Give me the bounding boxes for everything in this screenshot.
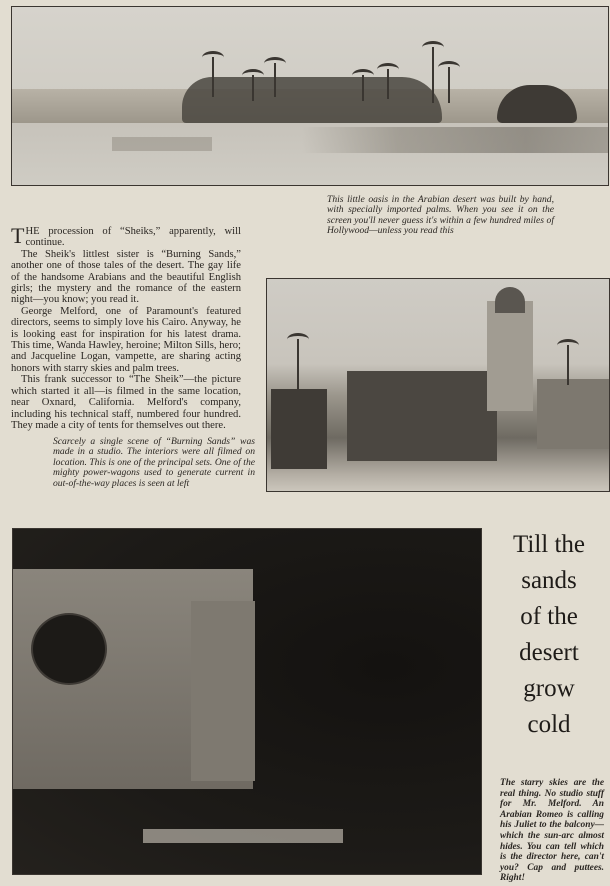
palm-tree bbox=[448, 67, 450, 103]
palm-tree bbox=[274, 63, 276, 97]
power-wagon bbox=[271, 389, 327, 469]
sun-arc-lamp bbox=[31, 613, 107, 685]
palm-tree bbox=[252, 75, 254, 101]
set-photo bbox=[266, 278, 610, 492]
set-caption: Scarcely a single scene of “Burning Sands” was made in a studio. The interiors were all filmed on location. This is one of the principal sets. One of the mighty power-wagons used to generate current in out-of-the-way places is seen at left bbox=[53, 436, 255, 489]
night-caption: The starry skies are the real thing. No studio stuff for Mr. Melford. An Arabian Romeo is calling his Juliet to the balcony—which the sun-arc almost hides. You can tell which is the director here, can't you? Cap and puttees. Right! bbox=[500, 778, 604, 884]
article-body bbox=[11, 223, 241, 431]
palm-tree bbox=[432, 47, 434, 103]
palm-tree bbox=[212, 57, 214, 97]
headline-line: sands bbox=[521, 567, 577, 594]
palm-grove bbox=[182, 77, 442, 123]
palm-tree bbox=[362, 75, 364, 101]
reeds bbox=[302, 127, 609, 153]
article-paragraph: This frank successor to “The Sheik”—the picture which started it all—is filmed in the same location, near Oxnard, California. Melford's company, including his technical staff, numbered four hundred. They made a city of tents for themselves out there. bbox=[11, 374, 241, 431]
article-paragraph: George Melford, one of Paramount's featured directors, seems to simply love his Cairo. Anyway, he is looking east for inspiration for his latest drama. This time, Wanda Hawley, heroine; Milton Sills, hero; and Jacqueline Logan, vampette, are sharing acting honors with starry skies and palm trees. bbox=[11, 305, 241, 374]
reeds bbox=[112, 137, 212, 151]
palm-tree bbox=[567, 345, 569, 385]
stage-set bbox=[347, 371, 497, 461]
drop-cap: T bbox=[11, 223, 25, 248]
article-paragraph: THE procession of “Sheiks,” apparently, will continue. bbox=[11, 223, 241, 249]
headline-line: cold bbox=[527, 711, 571, 738]
dome bbox=[495, 287, 525, 313]
oasis-caption: This little oasis in the Arabian desert was built by hand, with specially imported palms. When you see it on the screen you'll never guess it's within a few hundred miles of Hollywood—unless you read this bbox=[327, 194, 554, 237]
headline-line: grow bbox=[523, 675, 575, 702]
article-paragraph: The Sheik's littlest sister is “Burning Sands,” another one of those tales of the desert. The gay life of the handsome Arabians and the beautiful English girls; the mystery and the romance of the eastern night—you know; you read it. bbox=[11, 248, 241, 306]
headline-line: desert bbox=[519, 639, 579, 666]
headline bbox=[498, 527, 600, 743]
palm-tree bbox=[297, 339, 299, 389]
headline-line: of the bbox=[520, 603, 578, 630]
building-tower bbox=[191, 601, 255, 781]
oasis-photo bbox=[11, 6, 609, 186]
lit-ground bbox=[143, 829, 343, 843]
tower-set bbox=[487, 301, 533, 411]
night-photo bbox=[12, 528, 482, 875]
set-wall bbox=[537, 379, 610, 449]
palm-tree bbox=[387, 69, 389, 99]
headline-line: Till the bbox=[512, 531, 586, 558]
